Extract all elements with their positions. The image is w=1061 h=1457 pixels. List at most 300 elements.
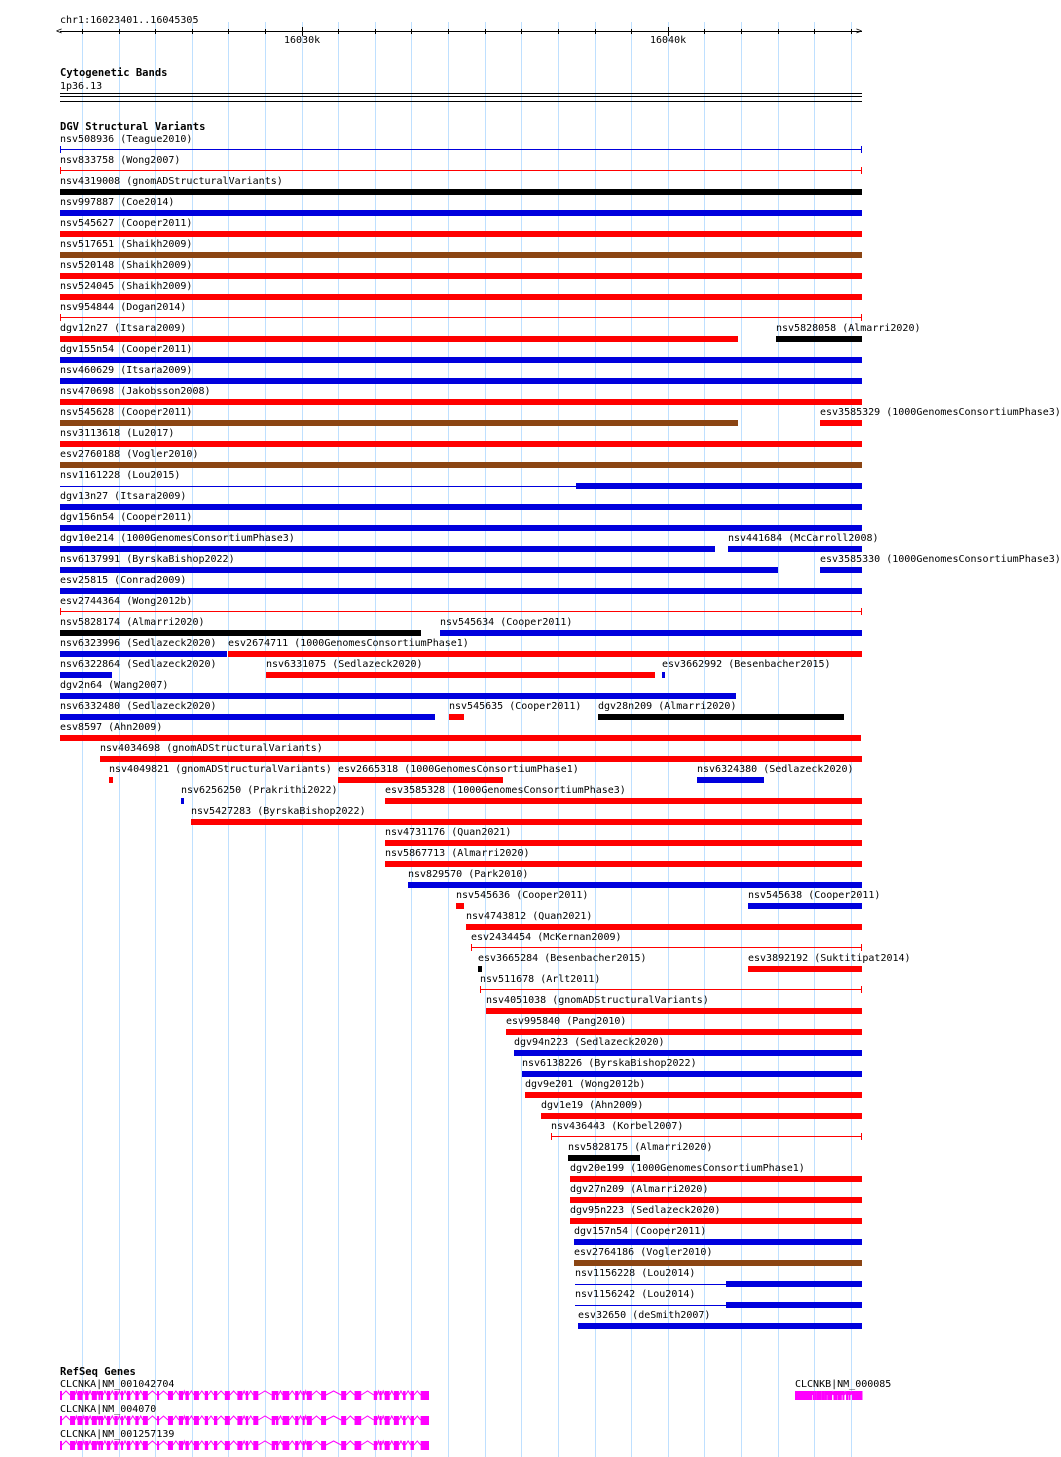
gene-intron [139,1416,143,1420]
feature-label[interactable]: dgv95n223 (Sedlazeck2020) [570,1205,721,1216]
variant-bar[interactable] [726,1281,862,1287]
gene-exon [157,1441,159,1450]
variant-bar[interactable] [228,651,862,657]
feature-label[interactable]: dgv9e201 (Wong2012b) [525,1079,646,1090]
variant-bar[interactable] [60,210,862,216]
feature-label[interactable]: nsv5867713 (Almarri2020) [385,848,530,859]
variant-bar[interactable] [100,756,862,762]
feature-label[interactable]: esv2760188 (Vogler2010) [60,449,199,460]
variant-bar[interactable] [385,861,862,867]
variant-bar[interactable] [60,630,421,636]
gene-exon [194,1416,199,1425]
variant-bar[interactable] [514,1050,862,1056]
refseq-track-title[interactable]: RefSeq Genes [60,1366,136,1378]
gene-intron [75,1416,78,1420]
gene-exon [225,1391,230,1400]
gene-exon [205,1441,208,1450]
feature-label[interactable]: esv32650 (deSmith2007) [578,1310,711,1321]
variant-bar[interactable] [60,693,736,699]
gene-intron [399,1416,403,1420]
feature-label[interactable]: nsv545634 (Cooper2011) [440,617,573,628]
feature-label[interactable]: nsv6256250 (Prakrithi2022) [181,785,338,796]
gene-exon [70,1391,75,1400]
feature-label[interactable]: nsv1156242 (Lou2014) [575,1289,696,1300]
feature-label[interactable]: nsv5828058 (Almarri2020) [776,323,921,334]
feature-label[interactable]: dgv12n27 (Itsara2009) [60,323,187,334]
gene-exon [135,1391,138,1400]
gene-intron [248,1416,253,1420]
feature-label[interactable]: nsv6138226 (ByrskaBishop2022) [522,1058,697,1069]
feature-label[interactable]: dgv156n54 (Cooper2011) [60,512,193,523]
variant-bar[interactable] [551,1136,862,1137]
variant-bar[interactable] [60,357,862,363]
gene-intron [103,1441,107,1445]
variant-bar[interactable] [662,672,665,678]
gene-exon [168,1441,173,1450]
gene-intron [217,1416,225,1420]
feature-label[interactable]: dgv28n209 (Almarri2020) [598,701,737,712]
gene-exon [819,1391,821,1400]
gene-intron [118,1416,121,1420]
gene-exon [341,1416,346,1425]
gene-intron [118,1441,121,1445]
gene-intron [148,1416,157,1420]
gene-exon [214,1441,217,1450]
feature-label[interactable]: dgv2n64 (Wang2007) [60,680,169,691]
gene-exon [253,1391,258,1400]
gene-exon [237,1416,242,1425]
gene-intron [130,1441,135,1445]
gene-exon [403,1416,406,1425]
feature-label[interactable]: nsv833758 (Wong2007) [60,155,181,166]
gene-exon [321,1416,326,1425]
variant-bar[interactable] [191,819,862,825]
cytoband-label: 1p36.13 [60,81,103,92]
gene-intron [406,1391,411,1395]
gene-intron [123,1391,127,1395]
gene-intron [399,1391,403,1395]
feature-label[interactable]: nsv517651 (Shaikh2009) [60,239,193,250]
feature-label[interactable]: esv995840 (Pang2010) [506,1016,627,1027]
feature-label[interactable]: nsv545627 (Cooper2011) [60,218,193,229]
gene-exon [815,1391,817,1400]
variant-bar[interactable] [408,882,862,888]
gene-intron [83,1391,86,1395]
feature-label[interactable]: nsv4731176 (Quan2021) [385,827,512,838]
gene-glyph[interactable] [60,1389,429,1401]
variant-bar[interactable] [525,1092,862,1098]
gene-exon [157,1391,159,1400]
dgv-track-title[interactable]: DGV Structural Variants [60,121,206,133]
variant-bar[interactable] [60,399,862,405]
variant-bar[interactable] [60,252,862,258]
gene-intron [275,1416,276,1420]
feature-label[interactable]: nsv5828174 (Almarri2020) [60,617,205,628]
feature-label[interactable]: dgv155n54 (Cooper2011) [60,344,193,355]
gene-intron [199,1441,205,1445]
ruler-minor-tick [155,29,156,34]
gene-intron [346,1416,354,1420]
variant-bar[interactable] [568,1155,640,1161]
gene-label[interactable]: CLCNKA|NM_001257139 [60,1429,175,1440]
feature-label[interactable]: nsv6137991 (ByrskaBishop2022) [60,554,235,565]
gene-intron [100,1441,101,1445]
variant-bar[interactable] [449,714,464,720]
variant-bar[interactable] [574,1239,862,1245]
variant-endcap [60,608,61,615]
variant-bar[interactable] [60,735,861,741]
variant-bar[interactable] [478,966,482,972]
variant-bar[interactable] [726,1302,862,1308]
gene-intron [139,1441,143,1445]
variant-bar[interactable] [60,317,862,318]
gene-intron [414,1416,421,1420]
feature-label[interactable]: nsv6331075 (Sedlazeck2020) [266,659,423,670]
gene-intron [289,1391,295,1395]
gene-intron [850,1391,851,1395]
feature-label[interactable]: nsv4049821 (gnomADStructuralVariants) [109,764,332,775]
variant-bar[interactable] [522,1071,862,1077]
gene-exon [403,1441,406,1450]
gene-exon [307,1441,312,1450]
gene-exon [374,1391,377,1400]
feature-label[interactable]: nsv545638 (Cooper2011) [748,890,881,901]
variant-bar[interactable] [570,1218,862,1224]
variant-bar[interactable] [506,1029,862,1035]
variant-bar[interactable] [776,336,862,342]
gene-exon [101,1441,103,1450]
feature-label[interactable]: dgv13n27 (Itsara2009) [60,491,187,502]
variant-bar[interactable] [60,525,862,531]
gene-exon [394,1441,399,1450]
gene-intron [88,1416,91,1420]
gene-exon [253,1441,258,1450]
feature-label[interactable]: nsv4319008 (gnomADStructuralVariants) [60,176,283,187]
gene-intron [173,1391,179,1395]
gene-intron [305,1391,307,1395]
gene-intron [189,1416,194,1420]
feature-label[interactable]: nsv524045 (Shaikh2009) [60,281,193,292]
feature-label[interactable]: esv3585329 (1000GenomesConsortiumPhase3) [820,407,1061,418]
feature-label[interactable]: esv3585328 (1000GenomesConsortiumPhase3) [385,785,626,796]
variant-bar[interactable] [60,294,862,300]
gene-intron [159,1391,168,1395]
variant-bar[interactable] [60,170,862,171]
gene-exon [127,1391,130,1400]
cytoband-line-top [60,93,862,94]
gene-intron [110,1441,114,1445]
variant-bar[interactable] [697,777,764,783]
gene-intron [832,1391,833,1395]
gene-exon [127,1441,130,1450]
gene-intron [97,1391,99,1395]
variant-bar[interactable] [60,714,435,720]
gene-intron [110,1416,114,1420]
ruler-minor-tick [814,29,815,34]
ruler-minor-tick [851,29,852,34]
feature-label[interactable]: nsv4034698 (gnomADStructuralVariants) [100,743,323,754]
gene-exon [205,1391,208,1400]
ruler-minor-tick [119,29,120,34]
gene-exon [78,1416,83,1425]
gene-exon [225,1441,230,1450]
feature-label[interactable]: esv8597 (Ahn2009) [60,722,163,733]
gene-exon [60,1391,62,1400]
variant-bar[interactable] [480,989,862,990]
variant-bar[interactable] [60,378,862,384]
variant-bar[interactable] [60,611,862,612]
gene-intron [414,1391,421,1395]
variant-bar[interactable] [60,420,738,426]
gene-exon [385,1391,390,1400]
variant-bar[interactable] [456,903,464,909]
variant-bar[interactable] [728,546,862,552]
variant-bar[interactable] [60,336,738,342]
gene-exon [205,1416,208,1425]
gene-exon [321,1441,326,1450]
feature-label[interactable]: nsv1156228 (Lou2014) [575,1268,696,1279]
feature-label[interactable]: nsv545635 (Cooper2011) [449,701,582,712]
gene-intron [199,1391,205,1395]
gene-intron [103,1391,107,1395]
variant-bar[interactable] [541,1113,862,1119]
gene-intron [382,1416,385,1420]
variant-bar[interactable] [385,840,862,846]
gene-intron [399,1441,403,1445]
feature-label[interactable]: dgv157n54 (Cooper2011) [574,1226,707,1237]
gene-intron [97,1441,99,1445]
variant-bar[interactable] [109,777,113,783]
gene-exon [295,1391,298,1400]
feature-label[interactable]: nsv6332480 (Sedlazeck2020) [60,701,217,712]
gene-exon [421,1391,429,1400]
feature-label[interactable]: esv3892192 (Suktitipat2014) [748,953,911,964]
gene-intron [312,1441,321,1445]
feature-label[interactable]: esv2744364 (Wong2012b) [60,596,193,607]
variant-bar[interactable] [60,546,715,552]
gene-intron [382,1391,385,1395]
feature-label[interactable]: nsv997887 (Coe2014) [60,197,175,208]
variant-bar[interactable] [266,672,655,678]
gene-intron [100,1416,101,1420]
variant-endcap [861,167,862,174]
gene-label[interactable]: CLCNKB|NM_000085 [795,1379,892,1390]
variant-bar[interactable] [486,1008,862,1014]
gene-exon [121,1416,123,1425]
gene-intron [278,1391,282,1395]
variant-bar[interactable] [574,1260,862,1266]
feature-label[interactable]: nsv4051038 (gnomADStructuralVariants) [486,995,709,1006]
gene-exon [341,1441,346,1450]
gene-exon [194,1391,199,1400]
gene-intron [326,1391,341,1395]
gene-intron [305,1441,307,1445]
variant-bar[interactable] [60,672,112,678]
gene-exon [92,1416,97,1425]
gene-exon [276,1391,279,1400]
gene-intron [305,1416,307,1420]
gene-intron [298,1416,302,1420]
variant-bar[interactable] [748,966,862,972]
gene-exon [374,1441,377,1450]
variant-bar[interactable] [60,567,778,573]
gene-intron [242,1416,245,1420]
feature-label[interactable]: dgv1e19 (Ahn2009) [541,1100,644,1111]
gene-intron [159,1416,168,1420]
variant-bar[interactable] [60,273,862,279]
gene-intron [361,1391,374,1395]
gene-intron [173,1441,179,1445]
gene-label[interactable]: CLCNKA|NM_004070 [60,1404,157,1415]
variant-bar[interactable] [385,798,862,804]
gene-exon [283,1416,290,1425]
gene-exon [214,1391,217,1400]
variant-bar[interactable] [570,1197,862,1203]
variant-bar[interactable] [60,588,862,594]
feature-label[interactable]: nsv545636 (Cooper2011) [456,890,589,901]
gene-exon [283,1391,290,1400]
gene-intron [242,1391,245,1395]
feature-label[interactable]: nsv5427283 (ByrskaBishop2022) [191,806,366,817]
feature-label[interactable]: nsv4743812 (Quan2021) [466,911,593,922]
variant-bar[interactable] [466,924,862,930]
feature-label[interactable]: nsv508936 (Teague2010) [60,134,193,145]
feature-label[interactable]: nsv954844 (Dogan2014) [60,302,187,313]
variant-bar[interactable] [60,231,862,237]
feature-label[interactable]: esv2764186 (Vogler2010) [574,1247,713,1258]
gene-intron [97,1416,99,1420]
gene-exon [143,1416,148,1425]
feature-label[interactable]: dgv94n223 (Sedlazeck2020) [514,1037,665,1048]
gene-intron [326,1416,341,1420]
variant-bar[interactable] [338,777,503,783]
variant-bar[interactable] [576,483,862,489]
gene-intron [62,1416,70,1420]
feature-label[interactable]: esv25815 (Conrad2009) [60,575,187,586]
variant-bar[interactable] [60,504,862,510]
gene-intron [346,1441,354,1445]
ruler-minor-tick [192,29,193,34]
gene-glyph[interactable] [60,1439,429,1451]
variant-bar[interactable] [181,798,184,804]
feature-label[interactable]: nsv1161228 (Lou2015) [60,470,181,481]
gene-intron [148,1441,157,1445]
gene-exon [225,1416,230,1425]
feature-label[interactable]: nsv6324380 (Sedlazeck2020) [697,764,854,775]
gene-exon [78,1391,83,1400]
gene-intron [217,1391,225,1395]
variant-bar[interactable] [570,1176,862,1182]
gene-intron [312,1416,321,1420]
gene-glyph[interactable] [795,1389,862,1401]
variant-bar[interactable] [60,441,862,447]
gene-intron [377,1441,380,1445]
variant-bar[interactable] [820,420,862,426]
feature-label[interactable]: nsv6323996 (Sedlazeck2020) [60,638,217,649]
gene-exon [303,1441,305,1450]
feature-label[interactable]: esv3585330 (1000GenomesConsortiumPhase3) [820,554,1061,565]
variant-bar[interactable] [440,630,862,636]
gene-exon [121,1391,123,1400]
feature-label[interactable]: nsv829570 (Park2010) [408,869,529,880]
feature-label[interactable]: nsv545628 (Cooper2011) [60,407,193,418]
variant-endcap [861,1133,862,1140]
feature-label[interactable]: nsv470698 (Jakobsson2008) [60,386,211,397]
variant-bar[interactable] [820,567,862,573]
feature-label[interactable]: esv3665284 (Besenbacher2015) [478,953,647,964]
feature-label[interactable]: esv2674711 (1000GenomesConsortiumPhase1) [228,638,469,649]
feature-label[interactable]: dgv10e214 (1000GenomesConsortiumPhase3) [60,533,295,544]
gene-exon [859,1391,861,1400]
variant-bar[interactable] [598,714,844,720]
variant-bar[interactable] [471,947,862,948]
gene-intron [230,1441,238,1445]
variant-bar[interactable] [60,189,862,195]
ruler-range: chr1:16023401..16045305 [60,15,199,26]
feature-label[interactable]: dgv20e199 (1000GenomesConsortiumPhase1) [570,1163,805,1174]
gene-glyph[interactable] [60,1414,429,1426]
gene-exon [276,1441,279,1450]
feature-connector [60,486,576,487]
gene-intron [75,1391,78,1395]
gene-intron [278,1441,282,1445]
feature-label[interactable]: esv2434454 (McKernan2009) [471,932,622,943]
feature-label[interactable]: nsv436443 (Korbel2007) [551,1121,684,1132]
feature-label[interactable]: nsv3113618 (Lu2017) [60,428,175,439]
gene-intron [390,1441,394,1445]
variant-bar[interactable] [748,903,862,909]
feature-label[interactable]: dgv27n209 (Almarri2020) [570,1184,709,1195]
gene-label[interactable]: CLCNKA|NM_001042704 [60,1379,175,1390]
gene-exon [303,1416,305,1425]
ruler-minor-tick [228,29,229,34]
gene-exon [237,1391,242,1400]
variant-endcap [861,944,862,951]
variant-bar[interactable] [60,462,862,468]
cytoband-track-title[interactable]: Cytogenetic Bands [60,67,168,79]
feature-label[interactable]: esv2665318 (1000GenomesConsortiumPhase1) [338,764,579,775]
gene-exon [101,1391,103,1400]
variant-bar[interactable] [60,149,862,150]
gene-intron [183,1416,186,1420]
gene-exon [795,1391,797,1400]
variant-bar[interactable] [578,1323,862,1329]
variant-endcap [861,314,862,321]
gene-exon [380,1416,382,1425]
feature-label[interactable]: nsv460629 (Itsara2009) [60,365,193,376]
gene-intron [230,1391,238,1395]
gene-intron [275,1441,276,1445]
feature-label[interactable]: nsv5828175 (Almarri2020) [568,1142,713,1153]
gene-intron [159,1441,168,1445]
gene-intron [103,1416,107,1420]
ruler-arrow-left: < [56,26,63,37]
gene-intron [208,1391,214,1395]
gene-intron [75,1441,78,1445]
gene-exon [272,1416,275,1425]
gene-exon [143,1441,148,1450]
gene-intron [148,1391,157,1395]
feature-label[interactable]: nsv6322864 (Sedlazeck2020) [60,659,217,670]
variant-bar[interactable] [60,651,227,657]
ruler-minor-tick [375,29,376,34]
feature-label[interactable]: nsv520148 (Shaikh2009) [60,260,193,271]
gene-exon [272,1441,275,1450]
feature-label[interactable]: esv3662992 (Besenbacher2015) [662,659,831,670]
feature-connector [575,1284,726,1285]
feature-label[interactable]: nsv511678 (Arlt2011) [480,974,601,985]
feature-label[interactable]: nsv441684 (McCarroll2008) [728,533,879,544]
